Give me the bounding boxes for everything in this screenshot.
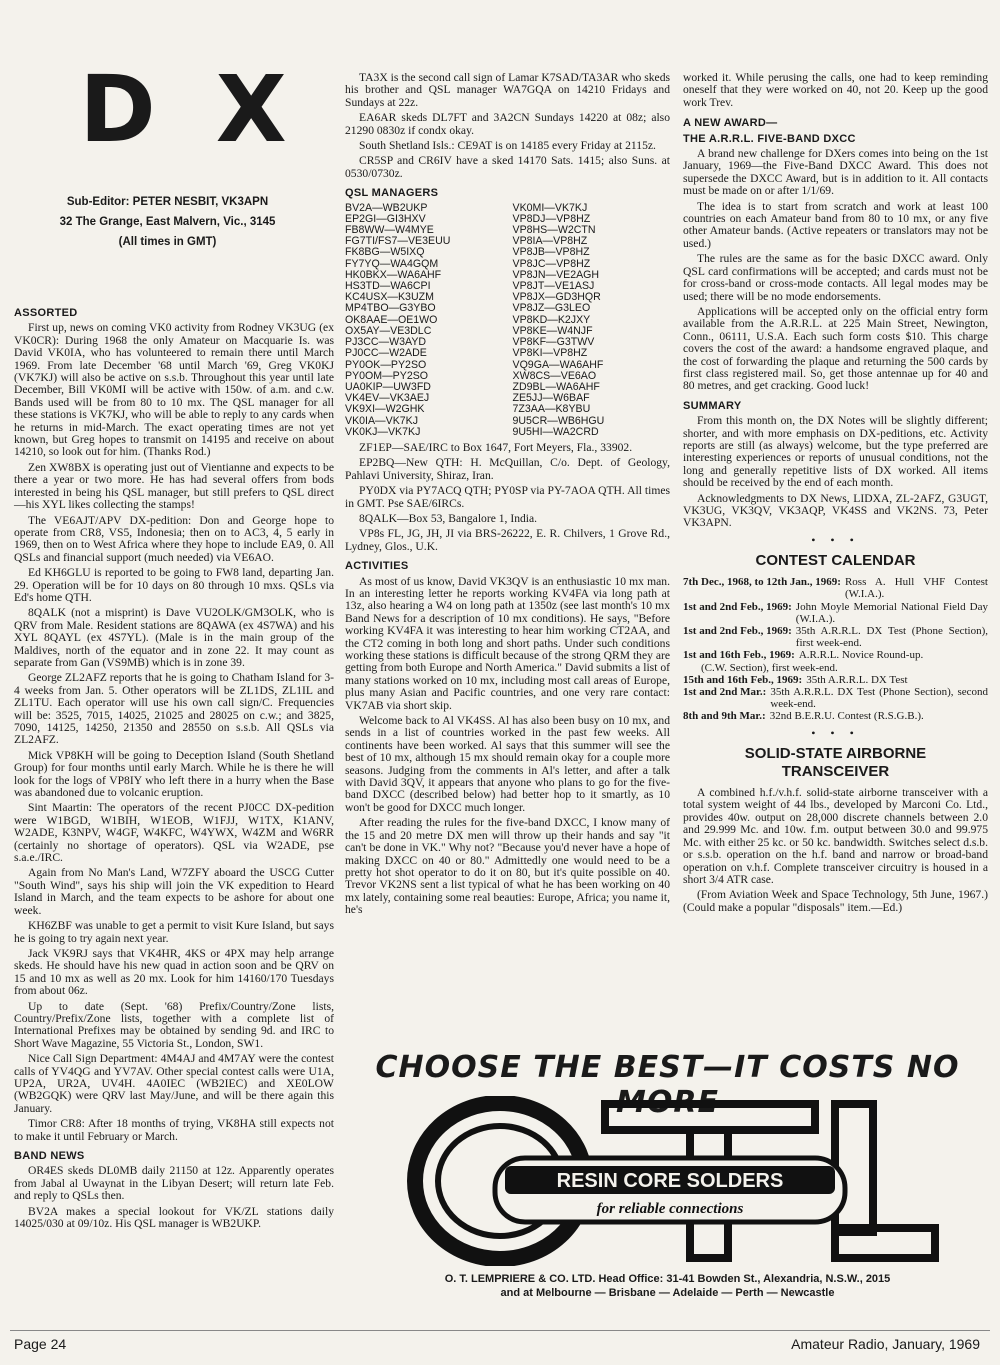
article-paragraph: BV2A makes a special lookout for VK/ZL stations daily 14025/030 at 09/10z. His QSL manager is WB2UKP. xyxy=(14,1204,334,1231)
advertisement xyxy=(345,1050,990,1320)
column-2 xyxy=(345,72,670,920)
contest-event: 35th A.R.R.L. DX Test xyxy=(806,673,908,686)
contest-date: 15th and 16th Feb., 1969: xyxy=(683,673,803,686)
article-paragraph: After reading the rules for the five-band DXCC, I know many of the 15 and 20 metre DX men will throw up their hands and say "it can't be done in VK." Why not? "Because you'd never have a hope of making DXCC on 40 or 80." Admittedly one would need to be a pretty hot shot operator to do it on 80, but it's quite possible on 40. Trevor VK2NS sent a list typical of what he has been working on 40 mx lately, containing some real beauties: Europe, Africa; you name it, he's xyxy=(345,816,670,917)
section-header xyxy=(60,56,320,163)
contest-calendar-list xyxy=(683,576,988,722)
article-paragraph: The VE6AJT/APV DX-pedition: Don and George hope to operate from CR8, VS5, Indonesia; then on to AC3, 4, 5 early in 1969, then on to West Africa where they hope to include EA9, 0. All QSLs and financial support (much needed) via VE6AO. xyxy=(14,513,334,564)
contest-event: 35th A.R.R.L. DX Test (Phone Section), second week-end. xyxy=(770,686,988,711)
qsl-entry: PJ0CC—W2ADE xyxy=(345,347,427,360)
article-paragraph: Up to date (Sept. '68) Prefix/Country/Zone lists, Country/Prefix/Zone lists, together with a complete list of International Prefixes may be obtained by sending 9d. and IRC to Short Wave Magazine, 55 Victoria St., London, SW1. xyxy=(14,999,334,1050)
article-paragraph: EP2BQ—New QTH: H. McQuillan, C/o. Dept. of Geology, Pahlavi University, Shiraz, Iran. xyxy=(345,456,670,482)
article-paragraph: VP8s FL, JG, JH, JI via BRS-26222, E. R. Chilvers, 1 Grove Rd., Lydney, Glos., U.K. xyxy=(345,527,670,553)
qsl-entry: XW8CS—VE6AO xyxy=(512,369,597,382)
contest-entry xyxy=(683,625,988,649)
article-paragraph: CR5SP and CR6IV have a sked 14170 Sats. 1415; also Suns. at 0530/0730z. xyxy=(345,154,670,180)
qsl-entry: VK0MI—VK7KJ xyxy=(512,201,588,214)
contest-entry xyxy=(683,601,988,625)
qsl-notes xyxy=(345,442,670,553)
qsl-entry: PY0OM—PY2SO xyxy=(345,369,429,382)
contest-calendar-title: CONTEST CALENDAR xyxy=(755,552,916,570)
article-paragraph: 8QALK (not a misprint) is Dave VU2OLK/GM3OLK, who is QRV from Male. Resident stations are 8QAWA (ex 4S7WA) and his XYL 8QAYL (ex 4S7YL). (Male is in the main group of the Maldives, north of the equator and in zone 22. It may count as separate from Gan (VS9MB) which is in zone 39. xyxy=(14,606,334,669)
qsl-entry: OX5AY—VE3DLC xyxy=(345,324,432,337)
qsl-entry: VP8JN—VE2AGH xyxy=(512,268,600,281)
contest-entry xyxy=(683,674,988,686)
article-paragraph: 8QALK—Box 53, Bangalore 1, India. xyxy=(359,511,538,525)
contest-entry xyxy=(683,710,988,722)
qsl-entry: PJ3CC—W3AYD xyxy=(345,336,427,349)
footer-rule xyxy=(10,1330,990,1331)
editor-info xyxy=(0,192,335,252)
contest-event: 35th A.R.R.L. DX Test (Phone Section), first week-end. xyxy=(795,625,988,650)
qsl-managers-list xyxy=(345,203,670,438)
contest-entry xyxy=(683,649,988,661)
qsl-entry: ZD9BL—WA6AHF xyxy=(512,380,600,393)
separator-dots: • • • xyxy=(811,532,860,547)
article-paragraph: Mick VP8KH will be going to Deception Island (South Shetland Group) for four months until early March. While he is there he will look for the logs of VP8IY who left there in a hurry when the Base was abandoned due to volcanic eruption. xyxy=(14,748,334,800)
qsl-entry: VP8KD—K2JXY xyxy=(512,313,591,326)
qsl-entry: VP8KE—W4NJF xyxy=(512,324,593,337)
award-subheading: THE A.R.R.L. FIVE-BAND DXCC xyxy=(683,132,856,145)
article-paragraph: (From Aviation Week and Space Technology, 5th June, 1967.) (Could make a popular "disposals" item.—Ed.) xyxy=(683,888,988,914)
qsl-entry: VP8JB—VP8HZ xyxy=(512,246,590,259)
qsl-entry: UA0KIP—UW3FD xyxy=(345,380,431,393)
contest-date: 7th Dec., 1968, to 12th Jan., 1969: xyxy=(683,576,841,589)
qsl-entry: VP8JX—GD3HQR xyxy=(512,291,601,304)
qsl-entry: PY0OK—PY2SO xyxy=(345,358,427,371)
qsl-entry: VP8KF—G3TWV xyxy=(512,336,595,349)
logo-banner-text: RESIN CORE SOLDERS xyxy=(556,1170,784,1192)
contest-date: 1st and 2nd Mar.: xyxy=(683,686,767,699)
article-paragraph: First up, news on coming VK0 activity from Rodney VK3UG (ex VK0CR): During 1968 the only Amateur on Macquarie Is. was David VK0IA, who has volunteered to remain there until March 1969. From late December '68 until March '69, Greg VK0KJ (VK7KJ) will also be active on s.s.b. Throughout this year until late December, Bill VK0MI will be active with 150w. of a.m. and c.w. Bands used will be from 80 to 10 mx. The QSL manager for all these stations is VK7KJ, who will be able to reply to any cards when he returns in mid-March. The exact operating times are not yet known, but Greg hopes to transmit on 14195 and receive on about 14210, so look out for him. (Thanks Rod.) xyxy=(14,321,334,459)
assorted-heading: ASSORTED xyxy=(14,307,78,319)
qsl-entry: VP8JC—VP8HZ xyxy=(512,257,591,270)
contest-event: (C.W. Section), first week-end. xyxy=(701,661,838,674)
article-paragraph: Zen XW8BX is operating just out of Vientianne and expects to be there a year or two more. He has had several offers from bods interested in being his QSL manager, but still prefers to QSL direct—his XYL likes collecting the stamps! xyxy=(14,460,334,512)
article-paragraph: Jack VK9RJ says that VK4HR, 4KS or 4PX may help arrange skeds. He should have his new quad in action soon and be QRV on 15 and 10 mx as well as 20 mx. Look for him 14160/170 Tuesdays from about 06z. xyxy=(14,946,334,998)
band-news-heading: BAND NEWS xyxy=(14,1150,85,1162)
qsl-entry: VP8HS—W2CTN xyxy=(512,224,596,237)
separator-dots-2: • • • xyxy=(811,725,860,740)
contest-date: 1st and 16th Feb., 1969: xyxy=(683,649,795,662)
article-paragraph: Nice Call Sign Department: 4M4AJ and 4M7AY were the contest calls of YV4QG and YV7AV. Other special contest calls were U1A, UP2A, UR2A, UV4H. 4A0IEC (WB2IEC) and XE0LOW (WB2GQK) were QRV last May/June, and will be there again this January. xyxy=(14,1052,334,1115)
article-paragraph: A brand new challenge for DXers comes into being on the 1st January, 1969—the Five-Band DXCC Award. This does not supersede the DXCC Award, but is in addition to it. All contacts must be made on or after 1/1/69. xyxy=(683,147,988,198)
contest-entry xyxy=(683,686,988,710)
logo-letter-l-stem xyxy=(835,1104,873,1232)
article-paragraph: EA6AR skeds DL7FT and 3A2CN Sundays 14220 at 08z; also 21290 0830z if condx okay. xyxy=(345,111,670,137)
award-body xyxy=(683,148,988,393)
qsl-entry: VP8KI—VP8HZ xyxy=(512,347,588,360)
activities-heading: ACTIVITIES xyxy=(345,560,409,573)
qsl-entry: MP4TBO—G3YBO xyxy=(345,302,436,315)
qsl-entry: FG7TI/FS7—VE3EUU xyxy=(345,235,451,248)
contest-entry xyxy=(683,662,988,674)
contest-event: 32nd B.E.R.U. Contest (R.S.G.B.). xyxy=(769,710,924,723)
qsl-entry: ZE5JJ—W6BAF xyxy=(512,392,590,405)
award-heading: A NEW AWARD— xyxy=(683,117,778,130)
article-paragraph: ZF1EP—SAE/IRC to Box 1647, Fort Meyers, Fla., 33902. xyxy=(359,440,633,454)
qsl-list-right xyxy=(513,203,671,438)
article-paragraph: Sint Maartin: The operators of the recent PJ0CC DX-pedition were W1BGD, W1BIH, W1EOB, W1FJJ, W1TX, K1ANV, W2ADE, K3NPV, W4GF, W4KFC, W4YWX, W4ZM and W6RR (certainly no shortage of operators). QSL via W2ADE, pse s.a.e./IRC. xyxy=(14,801,334,865)
qsl-entry: VK0KJ—VK7KJ xyxy=(345,425,421,438)
contest-entry xyxy=(683,576,988,600)
qsl-list-left xyxy=(345,203,503,438)
column-1 xyxy=(14,300,334,1233)
ad-company-info xyxy=(345,1272,990,1300)
times-note: (All times in GMT) xyxy=(118,236,217,248)
article-paragraph: Again from No Man's Land, W7ZFY aboard the USCG Cutter "South Wind", says his ship will join the VK expedition to Heard Island in March, and the team expects to be ashore for about one week. xyxy=(14,866,334,917)
summary-heading: SUMMARY xyxy=(683,399,742,412)
column-3 xyxy=(683,72,988,917)
contest-event: Ross A. Hull VHF Contest (W.I.A.). xyxy=(844,576,988,601)
transceiver-body xyxy=(683,787,988,914)
continued-text: worked it. While perusing the calls, one had to keep reminding oneself that they were worked on 40, not 20. Keep up the good work Trev. xyxy=(683,71,988,109)
qsl-entry: VQ9GA—WA6AHF xyxy=(512,358,604,371)
summary-body xyxy=(683,415,988,530)
subeditor-line: Sub-Editor: PETER NESBIT, VK3APN xyxy=(66,196,269,208)
address-line: 32 The Grange, East Malvern, Vic., 3145 xyxy=(59,216,276,228)
qsl-entry: BV2A—WB2UKP xyxy=(345,201,428,214)
article-paragraph: OR4ES skeds DL0MB daily 21150 at 12z. Apparently operates from Jabal al Uwaynat in the Libyan Desert; will return late Feb. and reply to QSLs then. xyxy=(14,1164,334,1203)
transceiver-title: SOLID-STATE AIRBORNE TRANSCEIVER xyxy=(744,745,927,781)
article-paragraph: Welcome back to Al VK4SS. Al has also been busy on 10 mx, and sends in a list of countries worked in the past few weeks. All continents have been worked. Al says that this summer will see the best of 10 mx, although 15 mx should remain okay for a couple more seasons. Judging from the comments in Al's letter, and after a talk with David 3QV, it appears that anyone who plans to go for the five-band DXCC (described below) had better hop to it smartly, as 10 won't be good for DXCC much longer. xyxy=(345,714,670,814)
qsl-entry: HS3TD—WA6CPI xyxy=(345,280,431,293)
qsl-entry: HK0BKX—WA6AHF xyxy=(345,268,442,281)
skeds-body xyxy=(345,72,670,180)
article-paragraph: Acknowledgments to DX News, LIDXA, ZL-2AFZ, G3UGT, VK3UG, VK3QV, VK3AQP, VK4SS and VK2NS. 73, Peter VK3APN. xyxy=(683,491,988,530)
band-news-body xyxy=(14,1165,334,1230)
article-paragraph: The rules are the same as for the basic DXCC award. Only QSL card confirmations will be accepted; and cards must not be for cross-band or cross-mode contacts. All legal modes may be used; there will be no mode endorsements. xyxy=(683,252,988,303)
article-paragraph: KH6ZBF was unable to get a permit to visit Kure Island, but says he is going to try again next year. xyxy=(14,919,334,945)
qsl-entry: 7Z3AA—K8YBU xyxy=(512,403,591,416)
publication-info: Amateur Radio, January, 1969 xyxy=(791,1336,980,1352)
contest-event: A.R.R.L. Novice Round-up. xyxy=(798,649,924,662)
qsl-entry: KC4USX—K3UZM xyxy=(345,291,434,304)
qsl-entry: VK9XI—W2GHK xyxy=(345,403,425,416)
qsl-entry: FY7YQ—WA4GQM xyxy=(345,257,439,270)
qsl-entry: EP2GI—GI3HXV xyxy=(345,212,426,225)
article-paragraph: As most of us know, David VK3QV is an enthusiastic 10 mx man. In an interesting letter he reports working KV4FA via long path at 13z, also hearing a W4 on long path at 1350z (see last month's 10 mx Band News for a description of 10 mx conditions). He says, "Before working KV4FA it was interesting to hear him working CT2AA, and the CT2 coming in both long and short paths. Under such conditions working these stations is difficult because of the strong QRM they are getting from both Europe and North America." David submits a list of many stations worked on 10 mx, including most call areas of Europe, plus many Asian and Pacific countries, and one very rare contact: VK7AB via short skip. xyxy=(345,574,670,712)
qsl-entry: 9U5CR—WB6HGU xyxy=(512,414,605,427)
article-paragraph: The idea is to start from scratch and work at least 100 countries on each Amateur band from 80 to 10 mx, or any five other Amateur bands. (Active repeaters or translators may not be used.) xyxy=(683,199,988,250)
qsl-entry: VK4EV—VK3AEJ xyxy=(345,392,430,405)
qsl-entry: VP8JZ—G3LEO xyxy=(512,302,591,315)
logo-tagline: for reliable connections xyxy=(596,1201,744,1217)
qsl-entry: OK8AAE—OE1WO xyxy=(345,313,438,326)
article-paragraph: George ZL2AFZ reports that he is going to Chatham Island for 3-4 weeks from Jan. 5. Other operators will be ZL1DS, ZL1IL and ZL1TU. Each operator will use his own call sign/C. Frequencies will be: 3525, 7015, 14025, 21025 and 28025 on c.w.; and 3825, 7090, 14125, 14250, 21350 and 28550 on s.s.b. All QSLs via ZL2AFZ. xyxy=(14,671,334,747)
assorted-body xyxy=(14,322,334,1143)
contest-date: 1st and 2nd Feb., 1969: xyxy=(683,625,792,638)
qsl-entry: FK8BG—W5IXQ xyxy=(345,246,425,259)
activities-body xyxy=(345,576,670,917)
qsl-entry: VP8JT—VE1ASJ xyxy=(512,280,595,293)
contest-event: John Moyle Memorial National Field Day (W.I.A.). xyxy=(795,600,988,625)
article-paragraph: Applications will be accepted only on the official entry form available from the A.R.R.L. at 225 Main Street, Newington, Conn., 06111, U.S.A. Each such form costs $10. This charge covers the cost of the award: a handsome engraved plaque, and the cost of forwarding the plaque and returning the 500 cards by first class registered mail. So, get those antennae up for 40 and 80 metres, and get cracking. Good luck! xyxy=(683,304,988,393)
contest-date: 1st and 2nd Feb., 1969: xyxy=(683,600,792,613)
qsl-entry: 9U5HI—WA2CRD xyxy=(512,425,599,438)
article-paragraph: Timor CR8: After 18 months of trying, VK8HA still expects not to make it until February or March. xyxy=(14,1117,334,1143)
ad-branches: and at Melbourne — Brisbane — Adelaide — Perth — Newcastle xyxy=(500,1287,835,1299)
qsl-entry: VP8IA—VP8HZ xyxy=(512,235,588,248)
qsl-managers-heading: QSL MANAGERS xyxy=(345,187,439,200)
qsl-entry: FB8WW—W4MYE xyxy=(345,224,434,237)
article-paragraph: South Shetland Isls.: CE9AT is on 14185 every Friday at 2115z. xyxy=(359,139,656,153)
otl-logo xyxy=(405,1096,945,1266)
contest-date: 8th and 9th Mar.: xyxy=(683,710,766,723)
ad-headline: CHOOSE THE BEST—IT COSTS NO MORE xyxy=(375,1050,960,1120)
article-paragraph: TA3X is the second call sign of Lamar K7SAD/TA3AR who skeds his brother and QSL manager WA7GQA on 14210 Fridays and Sundays at 22z. xyxy=(345,71,670,109)
page-number: Page 24 xyxy=(14,1336,67,1352)
section-title: D X xyxy=(79,56,301,163)
article-paragraph: A combined h.f./v.h.f. solid-state airborne transceiver with a total system weight of 44 lbs., developed by Marconi Co. Ltd., provides 40w. output on 28,000 discrete channels between 2.0 and 29.999 Mc. and 10w. f.m. output between 30.0 and 99.975 Mc. with either 25 kc. or 50 kc. bandwidth. Switches select d.s.b. or s.s.b. operation on the h.f. band and narrow or broad-band operation on v.h.f. Complete transceiver circuitry is housed in a short 3/4 ATR case. xyxy=(683,786,988,886)
article-paragraph: PY0DX via PY7ACQ QTH; PY0SP via PY-7AOA QTH. All times in GMT. Pse SAE/6IRCs. xyxy=(345,484,670,510)
article-paragraph: Ed KH6GLU is reported to be going to FW8 land, departing Jan. 29. Operation will be for 10 days on 80 through 10 mxs. QSLs via Ed's home QTH. xyxy=(14,566,334,604)
qsl-entry: VP8DJ—VP8HZ xyxy=(512,212,591,225)
ad-company: O. T. LEMPRIERE & CO. LTD. Head Office: 31-41 Bowden St., Alexandria, N.S.W., 2015 xyxy=(444,1273,891,1285)
article-paragraph: From this month on, the DX Notes will be slightly different; shorter, and with more emphasis on DX-peditions, etc. Activity reports are still (as always) welcome, but the type preferred are interesting experiences or reports of unusual conditions, not the long and generally repetitive lists of DX worked. All items should be received by the end of each month. xyxy=(683,414,988,490)
qsl-entry: VK0IA—VK7KJ xyxy=(345,414,419,427)
